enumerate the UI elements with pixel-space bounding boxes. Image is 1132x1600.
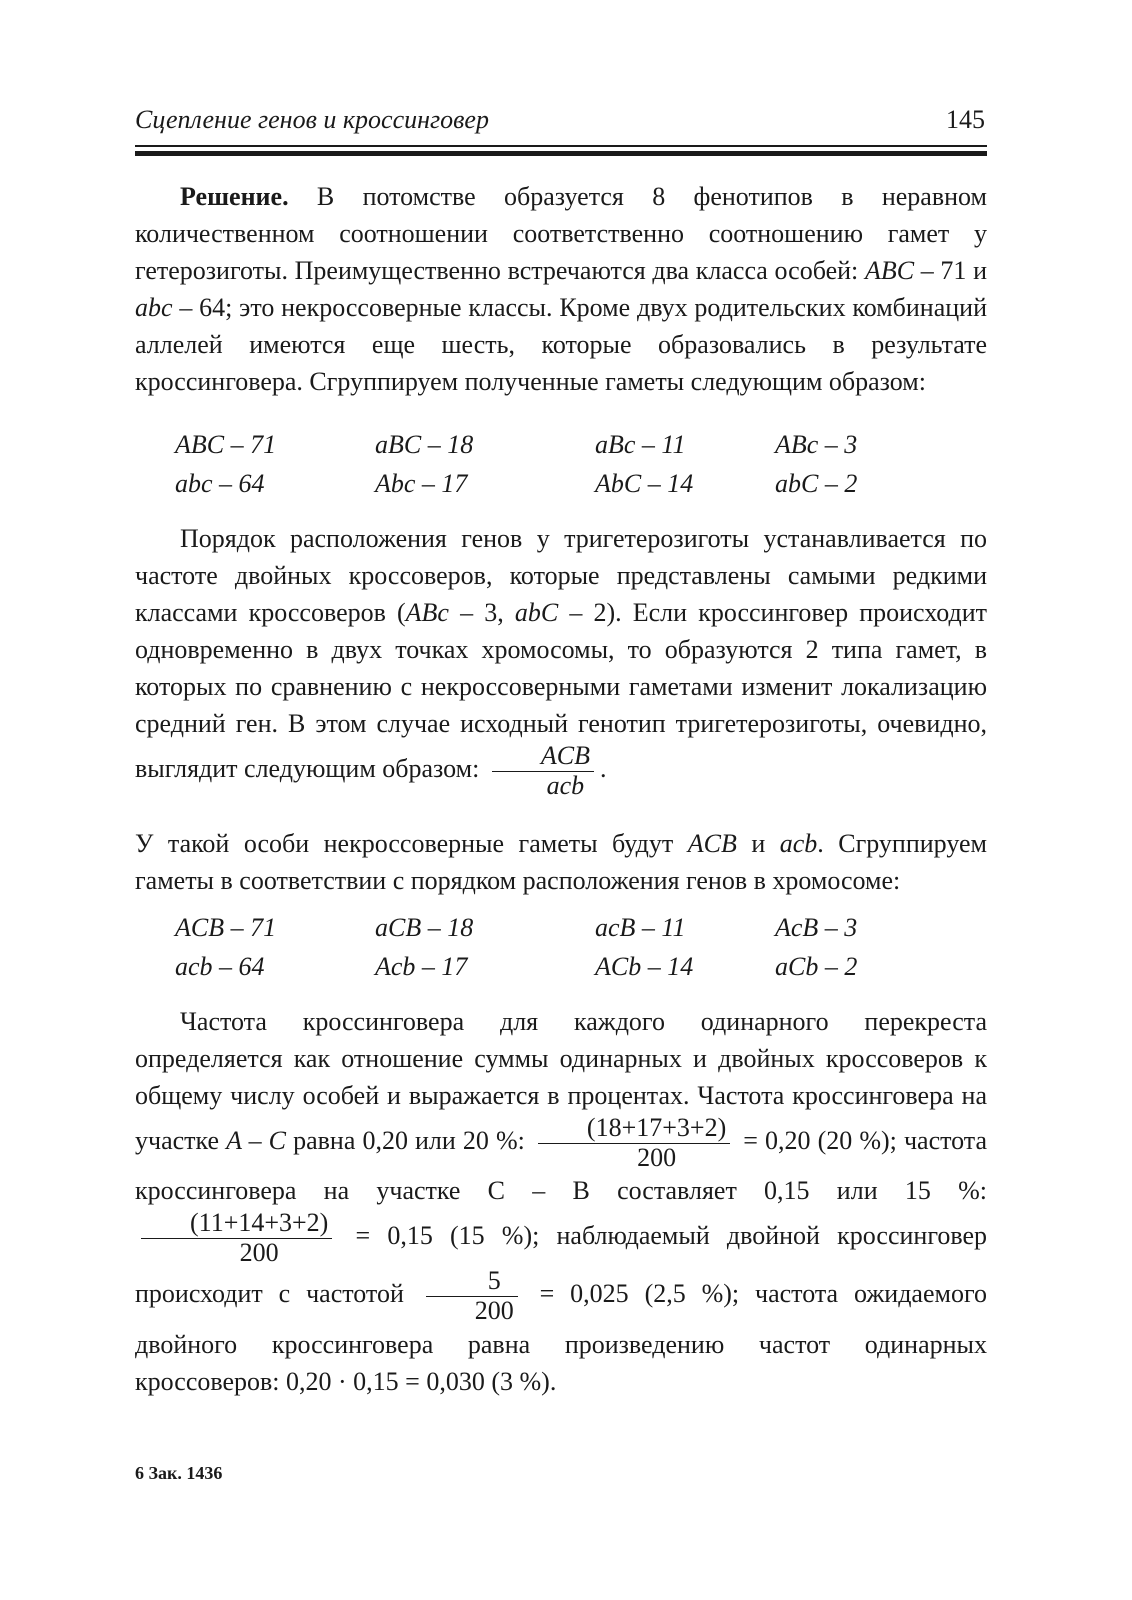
fraction-double <box>426 1267 518 1325</box>
gamete-entry: ACB – 71 <box>175 913 277 942</box>
gamete-entry: Acb – 17 <box>375 952 468 981</box>
gamete-table-1 <box>135 430 987 508</box>
genotype: acb <box>779 829 818 858</box>
fraction-numerator: ACB <box>540 741 590 770</box>
paragraph-noncrossover <box>135 825 987 899</box>
header-rule-thin <box>135 145 987 147</box>
gamete-entry: ABC – 71 <box>175 430 277 459</box>
fraction-numerator: 5 <box>487 1266 501 1296</box>
gamete-row <box>135 913 987 952</box>
paragraph-frequency <box>135 1003 987 1400</box>
gamete-entry: AbC – 14 <box>595 469 694 498</box>
segment-label: A – C <box>226 1126 287 1156</box>
fraction-numerator: (18+17+3+2) <box>586 1113 727 1142</box>
gamete-entry: ACb – 14 <box>595 952 694 981</box>
gamete-entry: Abc – 17 <box>375 469 468 498</box>
gamete-row <box>135 430 987 469</box>
gamete-entry: AcB – 3 <box>775 913 858 942</box>
paragraph-text: = 0,20 (20 %); частота кроссинговера на участке С – В составляет 0,15 или 15 %: <box>135 1126 987 1206</box>
genotype: ACB <box>687 829 737 858</box>
fraction-denominator: acb <box>492 771 594 801</box>
gamete-entry: abc – 64 <box>175 469 265 498</box>
gamete-entry: aCB – 18 <box>375 913 474 942</box>
gamete-row <box>135 952 987 991</box>
paragraph-text: Порядок расположения генов у тригетерозиготы устанавливается по частоте двойных кроссоверов, которые представлены самыми редкими классами кроссоверов ( <box>135 524 987 627</box>
gamete-row <box>135 469 987 508</box>
gamete-entry: aCb – 2 <box>775 952 858 981</box>
gamete-entry: abC – 2 <box>775 469 858 498</box>
fraction-ac <box>538 1114 730 1172</box>
genotype-fraction <box>492 742 594 800</box>
fraction-numerator: (11+14+3+2) <box>190 1208 329 1238</box>
fraction-cb <box>141 1209 332 1267</box>
gamete-entry: aBC – 18 <box>375 430 474 459</box>
paragraph-text: . Сгруппируем гаметы в соответствии с порядком расположения генов в хромосоме: <box>135 829 987 895</box>
running-title: Сцепление генов и кроссинговер <box>135 105 489 134</box>
paragraph-text: – 71 и <box>914 256 988 285</box>
gamete-entry: ABc – 3 <box>775 430 858 459</box>
solution-lead: Решение. <box>180 182 289 211</box>
gamete-entry: acB – 11 <box>595 913 686 942</box>
fraction-denominator: 200 <box>538 1143 730 1173</box>
gamete-entry: aBc – 11 <box>595 430 686 459</box>
paragraph-text: и <box>736 829 780 858</box>
paragraph-text: – 3, <box>448 598 515 627</box>
paragraph-text: = 0,025 (2,5 %); частота ожидаемого двойного кроссинговера равна произведению частот одинарных кроссоверов: 0,20 · 0,15 = 0,030 (3 %). <box>135 1279 987 1396</box>
gamete-entry: acb – 64 <box>175 952 265 981</box>
genotype: abc <box>135 293 173 322</box>
page-number: 145 <box>946 105 985 134</box>
paragraph-text: В потомстве образуется 8 фенотипов в неравном количественном соотношении соответственно соотношению гамет у гетерозиготы. Преимущественно встречаются два класса особей: <box>135 182 987 285</box>
genotype: abC <box>514 598 559 627</box>
gamete-table-2 <box>135 913 987 991</box>
header-rule-thick <box>135 151 987 156</box>
paragraph-gene-order <box>135 520 987 800</box>
paragraph-text: = 0,15 (15 %); наблюдаемый двойной кроссинговер происходит с частотой <box>135 1221 987 1309</box>
paragraph-text: равна 0,20 или 20 %: <box>286 1126 532 1156</box>
fraction-denominator: 200 <box>426 1296 518 1326</box>
fraction-denominator: 200 <box>141 1238 332 1268</box>
genotype: ABC <box>864 256 915 285</box>
paragraph-text: – 64; это некроссоверные классы. Кроме двух родительских комбинаций аллелей имеются еще шесть, которые образовались в результате кроссинговера. Сгруппируем полученные гаметы следующим образом: <box>135 293 987 396</box>
genotype: ABc <box>405 598 449 627</box>
paragraph-text: . <box>599 754 607 784</box>
paragraph-text: – 2). Если кроссинговер происходит одновременно в двух точках хромосомы, то образуются 2 типа гамет, в которых по сравнению с некроссоверными гаметами изменит локализацию средний ген. В этом случае исходный генотип тригетерозиготы, очевидно, выглядит следующим образом: <box>135 598 987 784</box>
page-footer: 6 Зак. 1436 <box>135 1463 223 1483</box>
paragraph-text: Частота кроссинговера для каждого одинарного перекреста определяется как отношение суммы одинарных и двойных кроссоверов к общему числу особей и выражается в процентах. Частота кроссинговера на участке <box>135 1007 987 1156</box>
page-header <box>135 105 987 145</box>
paragraph-solution <box>135 178 987 400</box>
paragraph-text: У такой особи некроссоверные гаметы будут <box>135 829 688 858</box>
